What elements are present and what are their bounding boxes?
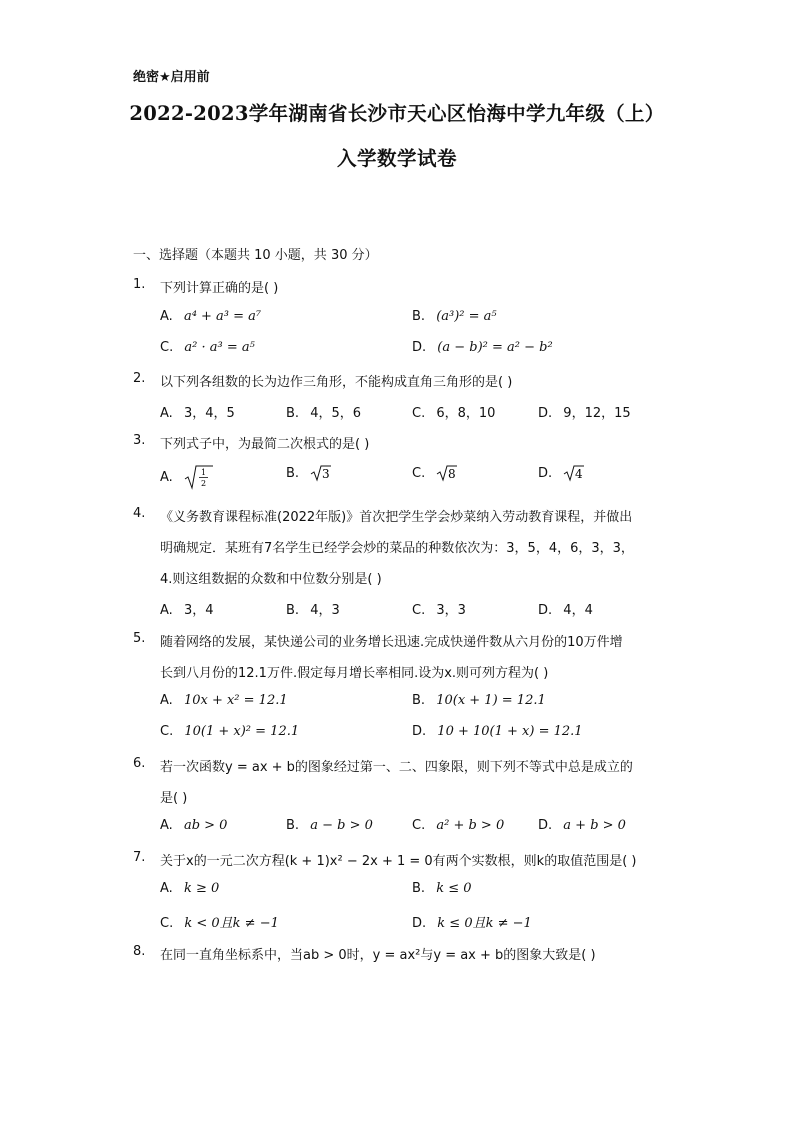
question-number: 1. — [133, 277, 146, 292]
option-label: C. — [412, 818, 426, 833]
option-label: C. — [412, 603, 426, 618]
option-label: B. — [286, 465, 300, 481]
option-label: B. — [412, 881, 426, 896]
option-text: 10(x + 1) = 12.1 — [436, 693, 546, 708]
option-label: D. — [538, 603, 553, 618]
sqrt-symbol — [436, 464, 458, 482]
option-text: (a − b)² = a² − b² — [437, 340, 553, 355]
option-label: B. — [286, 818, 300, 833]
option-text: k ≥ 0 — [183, 881, 220, 896]
option-label: D. — [412, 340, 427, 355]
option-d — [412, 724, 583, 739]
question-number: 7. — [133, 850, 146, 865]
option-label: C. — [160, 724, 174, 739]
fraction-denominator: 2 — [200, 479, 207, 488]
option-a — [160, 818, 227, 833]
sqrt-one-half — [184, 464, 214, 490]
option-c — [412, 599, 466, 618]
option-c — [160, 724, 299, 739]
option-label: D. — [538, 818, 553, 833]
option-d — [538, 599, 593, 618]
option-a — [160, 402, 235, 421]
option-text: ab > 0 — [183, 818, 228, 833]
option-text: a² · a³ = a⁵ — [184, 340, 255, 355]
secret-label: 绝密★启用前 — [133, 70, 210, 85]
question-stem: 关于x的一元二次方程(k + 1)x² − 2x + 1 = 0有两个实数根，则k的取值范围是( ) — [160, 854, 637, 869]
option-b — [286, 818, 373, 833]
option-label: A. — [160, 406, 173, 421]
question-stem: 以下列各组数的长为边作三角形，不能构成直角三角形的是( ) — [160, 375, 513, 390]
option-label: C. — [412, 465, 426, 481]
option-label: D. — [412, 916, 427, 931]
fraction-numerator: 1 — [200, 468, 207, 477]
option-a — [160, 309, 261, 324]
question-stem-line1: 随着网络的发展，某快递公司的业务增长迅速.完成快递件数从六月份的10万件增 — [160, 635, 623, 650]
question-stem: 下列计算正确的是( ) — [160, 281, 279, 296]
option-label: D. — [538, 406, 553, 421]
option-text: 3，4 — [183, 603, 214, 618]
option-text: k ≤ 0 — [436, 881, 472, 896]
question-number: 6. — [133, 756, 146, 771]
radicand: 8 — [448, 467, 456, 481]
question-stem-line2: 是( ) — [160, 791, 188, 806]
option-label: C. — [160, 916, 174, 931]
option-label: A. — [160, 693, 173, 708]
option-text: 10 + 10(1 + x) = 12.1 — [437, 724, 583, 739]
question-number: 8. — [133, 944, 146, 959]
option-text: a + b > 0 — [563, 818, 626, 833]
option-b — [412, 881, 472, 896]
option-label: A. — [160, 881, 173, 896]
option-a — [160, 881, 219, 896]
option-label: A. — [160, 603, 173, 618]
option-b — [286, 402, 361, 421]
option-label: B. — [286, 603, 300, 618]
question-number: 4. — [133, 506, 146, 521]
option-label: A. — [160, 469, 173, 485]
option-text: 10(1 + x)² = 12.1 — [184, 724, 300, 739]
question-stem-line1: 若一次函数y = ax + b的图象经过第一、二、四象限，则下列不等式中总是成立的 — [160, 760, 633, 775]
option-a — [160, 599, 213, 618]
option-d — [538, 818, 626, 833]
option-text: 3，4，5 — [183, 406, 235, 421]
question-stem-line2: 明确规定．某班有7名学生已经学会炒的菜品的种数依次为：3，5，4，6，3，3， — [160, 541, 634, 556]
option-label: A. — [160, 309, 173, 324]
option-label: B. — [286, 406, 300, 421]
option-label: A. — [160, 818, 173, 833]
sqrt-symbol — [310, 464, 332, 482]
option-label: B. — [412, 309, 426, 324]
option-c — [160, 340, 255, 355]
option-text: k < 0且k ≠ −1 — [184, 916, 279, 931]
option-label: C. — [160, 340, 174, 355]
question-stem-line3: 4.则这组数据的众数和中位数分别是( ) — [160, 572, 382, 587]
question-number: 5. — [133, 631, 146, 646]
option-c — [412, 818, 504, 833]
option-d — [412, 340, 553, 355]
question-stem-line2: 长到八月份的12.1万件.假定每月增长率相同.设为x.则可列方程为( ) — [160, 666, 549, 681]
option-text: 10x + x² = 12.1 — [183, 693, 288, 708]
option-b — [412, 693, 546, 708]
option-d — [412, 912, 532, 931]
option-label: D. — [538, 465, 553, 481]
question-number: 2. — [133, 371, 146, 386]
option-text: a⁴ + a³ = a⁷ — [183, 309, 262, 324]
option-text: a² + b > 0 — [436, 818, 505, 833]
option-d — [538, 464, 585, 482]
option-b — [286, 464, 332, 482]
option-label: B. — [412, 693, 426, 708]
option-label: D. — [412, 724, 427, 739]
option-b — [412, 309, 497, 324]
question-stem-line1: 《义务教育课程标准(2022年版)》首次把学生学会炒菜纳入劳动教育课程，并做出 — [160, 510, 633, 525]
exam-title-line2: 入学数学试卷 — [336, 147, 457, 170]
option-text: 3，3 — [436, 603, 466, 618]
option-text: k ≤ 0且k ≠ −1 — [437, 916, 532, 931]
radicand: 4 — [575, 467, 583, 481]
option-c — [412, 402, 495, 421]
question-stem: 在同一直角坐标系中，当ab > 0时，y = ax²与y = ax + b的图象大致是( ) — [160, 948, 596, 963]
option-text: 4，5，6 — [310, 406, 362, 421]
exam-title-line1: 2022-2023学年湖南省长沙市天心区怡海中学九年级（上） — [129, 102, 665, 125]
option-text: (a³)² = a⁵ — [436, 309, 497, 324]
option-text: 4，4 — [563, 603, 593, 618]
option-a — [160, 693, 288, 708]
option-text: a − b > 0 — [310, 818, 373, 833]
option-a — [160, 464, 214, 490]
question-stem: 下列式子中，为最简二次根式的是( ) — [160, 437, 370, 452]
option-c — [160, 912, 279, 931]
option-b — [286, 599, 340, 618]
sqrt-symbol — [563, 464, 585, 482]
option-text: 4，3 — [310, 603, 340, 618]
radicand: 3 — [322, 467, 330, 481]
option-text: 9，12，15 — [563, 406, 631, 421]
option-c — [412, 464, 458, 482]
question-number: 3. — [133, 433, 146, 448]
option-label: C. — [412, 406, 426, 421]
option-text: 6，8，10 — [436, 406, 496, 421]
option-d — [538, 402, 631, 421]
section-heading: 一、选择题（本题共 10 小题，共 30 分） — [133, 248, 378, 263]
